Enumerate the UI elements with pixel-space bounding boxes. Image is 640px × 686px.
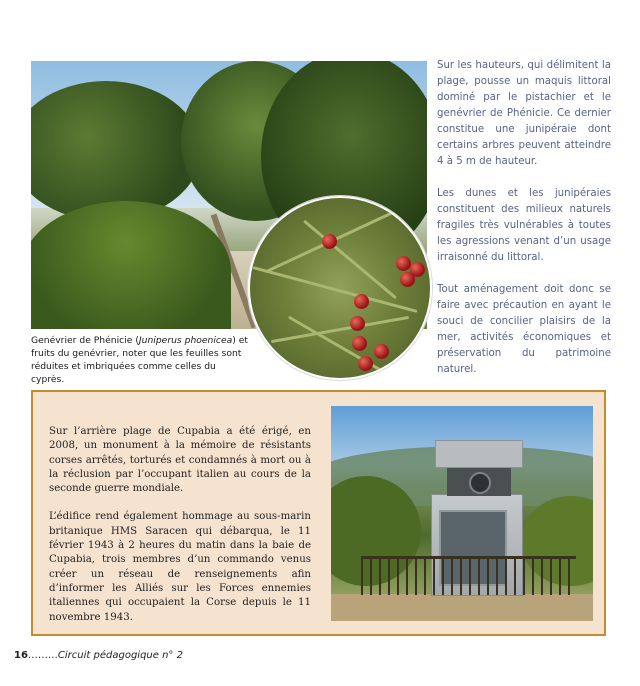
caption-prefix: Genévrier de Phénicie ( (31, 335, 139, 346)
footer-dots: ……… (27, 650, 58, 661)
caption-suffix: ) et fruits du genévrier, noter que les feuilles sont réduites et imbriquées comme celles du cyprès. (31, 335, 249, 385)
memorial-monument-photo (331, 406, 593, 621)
right-paragraph: Tout aménagement doit donc se faire avec précaution en ayant le souci de concilier plaisirs de la mer, activités économiques et préservation du patrimoine naturel. (437, 284, 611, 375)
right-paragraph: Les dunes et les junipéraies constituent des milieux naturels fragiles très vulnérables à toutes les agressions venant d’un usage irraisonné du littoral. (437, 188, 611, 263)
page-number: 16 (14, 650, 28, 661)
right-paragraph: Sur les hauteurs, qui délimitent la plage, pousse un maquis littoral dominé par le pistachier et le genévrier de Phénicie. Ce dernier constitue une junipéraie dont certains arbres peuvent atteindre 4 à 5 m de hauteur. (437, 60, 611, 167)
box-paragraph: Sur l’arrière plage de Cupabia a été érigé, en 2008, un monument à la mémoire de résistants corses arrêtés, torturés et condamnés à mort ou à la réclusion par l’occupant italien au cours de la seconde guerre mondiale. (49, 426, 311, 495)
juniper-berries-inset-photo (248, 196, 432, 380)
memorial-text (49, 425, 311, 639)
series-title: Circuit pédagogique n° 2 (57, 650, 183, 661)
memorial-info-box (31, 390, 606, 636)
photo-caption (31, 334, 251, 386)
box-paragraph: L’édifice rend également hommage au sous-marin britanique HMS Saracen qui débarqua, le 11 février 1943 à 2 heures du matin dans la baie de Cupabia, trois membres d’un commando venus créer un réseau de renseignements afin d’informer les Alliés sur les Forces ennemies italiennes qui occupaient la Corse depuis le 11 novembre 1943. (49, 511, 311, 623)
caption-species-name: Juniperus phoenicea (138, 335, 233, 346)
right-column-text (437, 58, 611, 394)
page-footer (14, 650, 183, 661)
